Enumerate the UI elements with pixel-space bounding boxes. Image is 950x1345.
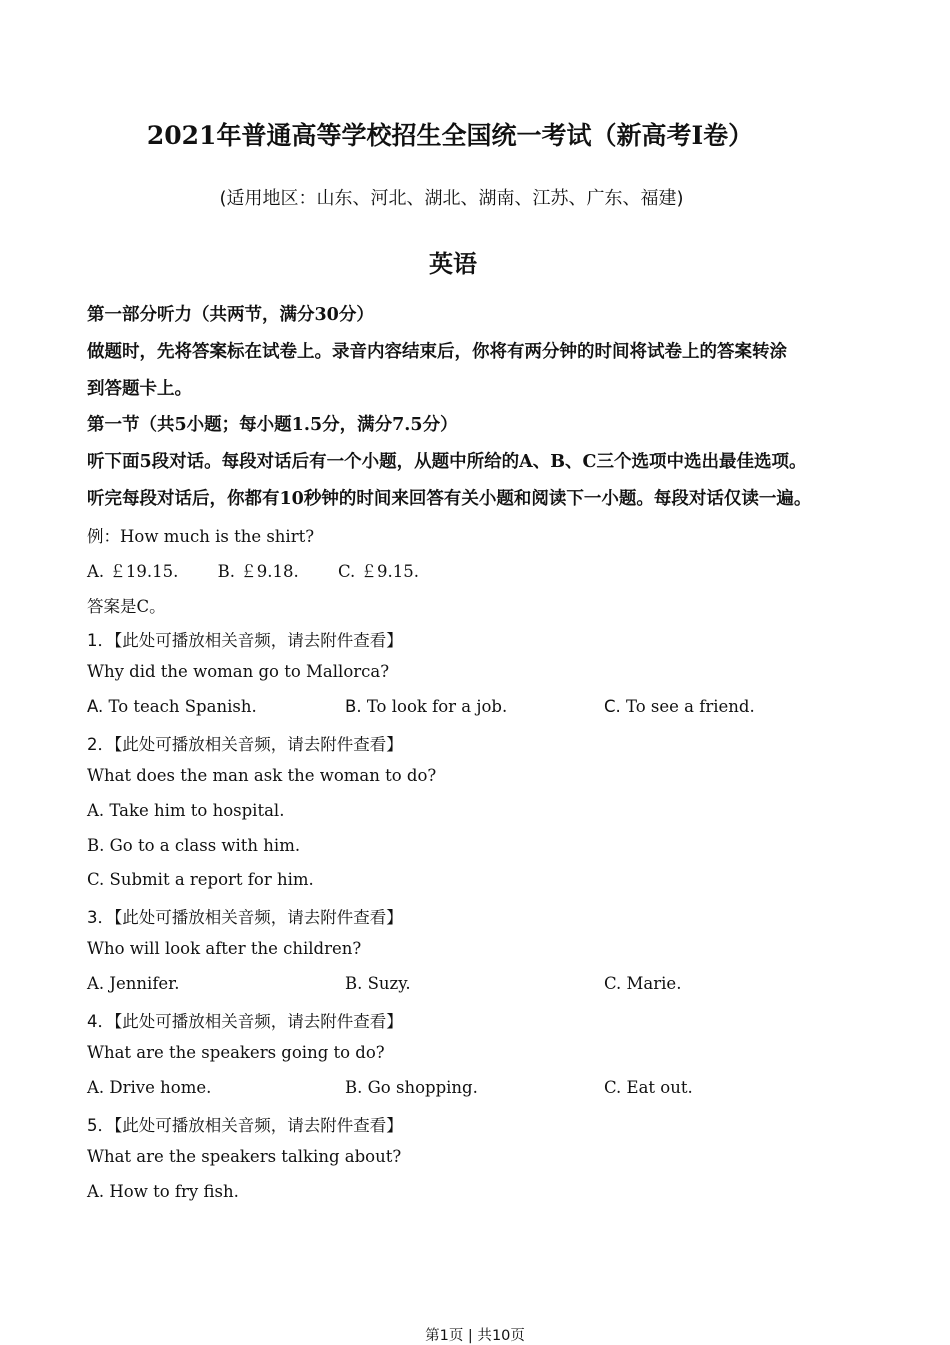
option-text: To look for a job.	[366, 697, 508, 716]
option-letter: B.	[345, 697, 362, 716]
footer-prefix: 第	[425, 1328, 440, 1344]
question-5-option-a: A. How to fry fish.	[87, 1182, 239, 1201]
exam-title: 2021年普通高等学校招生全国统一考试（新高考I卷）	[146, 121, 754, 150]
question-4-option-b: B. Go shopping.	[345, 1078, 478, 1097]
question-2-audio-note: 【此处可播放相关音频，请去附件查看】	[114, 735, 403, 754]
example-question: 例：How much is the shirt?	[87, 527, 315, 546]
question-1-number: 1．	[87, 631, 114, 650]
example-options	[87, 558, 419, 582]
option-text: To teach Spanish.	[108, 697, 257, 716]
question-5-header	[87, 1112, 403, 1136]
question-3-audio-note: 【此处可播放相关音频，请去附件查看】	[114, 908, 403, 927]
applicable-regions: (适用地区：山东、河北、湖北、湖南、江苏、广东、福建)	[219, 188, 684, 209]
question-1-audio-note: 【此处可播放相关音频，请去附件查看】	[114, 631, 403, 650]
question-3-number: 3．	[87, 908, 114, 927]
question-4-header	[87, 1008, 403, 1032]
option-letter: A.	[87, 697, 104, 716]
question-1-text: Why did the woman go to Mallorca?	[87, 662, 390, 681]
part1-instruction-line2: 到答题卡上。	[87, 379, 192, 399]
section1-instruction-line1: 听下面5段对话。每段对话后有一个小题，从题中所给的A、B、C三个选项中选出最佳选项。	[87, 452, 807, 472]
question-3-option-a: A. Jennifer.	[87, 974, 180, 993]
footer-suffix: 页	[510, 1328, 525, 1344]
question-1-option-b	[345, 697, 507, 716]
page-footer	[0, 1324, 950, 1345]
question-2-option-c: C. Submit a report for him.	[87, 870, 314, 889]
section1-instruction-line2: 听完每段对话后，你都有10秒钟的时间来回答有关小题和阅读下一小题。每段对话仅读一遍。	[87, 489, 812, 509]
question-5-number: 5．	[87, 1116, 114, 1135]
question-1-option-c	[604, 697, 755, 716]
question-4-number: 4．	[87, 1012, 114, 1031]
example-option-c: C. ￡9.15.	[338, 562, 420, 581]
question-4-option-c: C. Eat out.	[604, 1078, 693, 1097]
question-2-header	[87, 731, 403, 755]
option-letter: C.	[604, 697, 621, 716]
part1-instruction-line1: 做题时，先将答案标在试卷上。录音内容结束后，你将有两分钟的时间将试卷上的答案转涂	[87, 342, 787, 362]
question-1-option-a	[87, 697, 257, 716]
example-option-a: A. ￡19.15.	[87, 562, 179, 581]
question-5-text: What are the speakers talking about?	[87, 1147, 402, 1166]
question-2-number: 2．	[87, 735, 114, 754]
question-2-option-a: A. Take him to hospital.	[87, 801, 285, 820]
section1-heading: 第一节（共5小题；每小题1.5分，满分7.5分）	[87, 415, 458, 435]
footer-page-number: 1	[439, 1328, 449, 1344]
subject-heading: 英语	[429, 249, 477, 278]
question-5-audio-note: 【此处可播放相关音频，请去附件查看】	[114, 1116, 403, 1135]
footer-page-total: 10	[491, 1328, 511, 1344]
question-4-text: What are the speakers going to do?	[87, 1043, 385, 1062]
question-2-option-b: B. Go to a class with him.	[87, 836, 301, 855]
example-answer: 答案是C。	[87, 597, 166, 616]
question-3-header	[87, 904, 403, 928]
question-4-audio-note: 【此处可播放相关音频，请去附件查看】	[114, 1012, 403, 1031]
footer-mid: 页 | 共	[448, 1328, 492, 1344]
question-4-option-a: A. Drive home.	[87, 1078, 212, 1097]
question-2-text: What does the man ask the woman to do?	[87, 766, 437, 785]
question-3-option-b: B. Suzy.	[345, 974, 411, 993]
example-option-b: B. ￡9.18.	[217, 562, 299, 581]
question-3-option-c: C. Marie.	[604, 974, 682, 993]
question-3-text: Who will look after the children?	[87, 939, 362, 958]
option-text: To see a friend.	[626, 697, 755, 716]
part1-heading: 第一部分听力（共两节，满分30分）	[87, 305, 374, 325]
question-1-header	[87, 627, 403, 651]
